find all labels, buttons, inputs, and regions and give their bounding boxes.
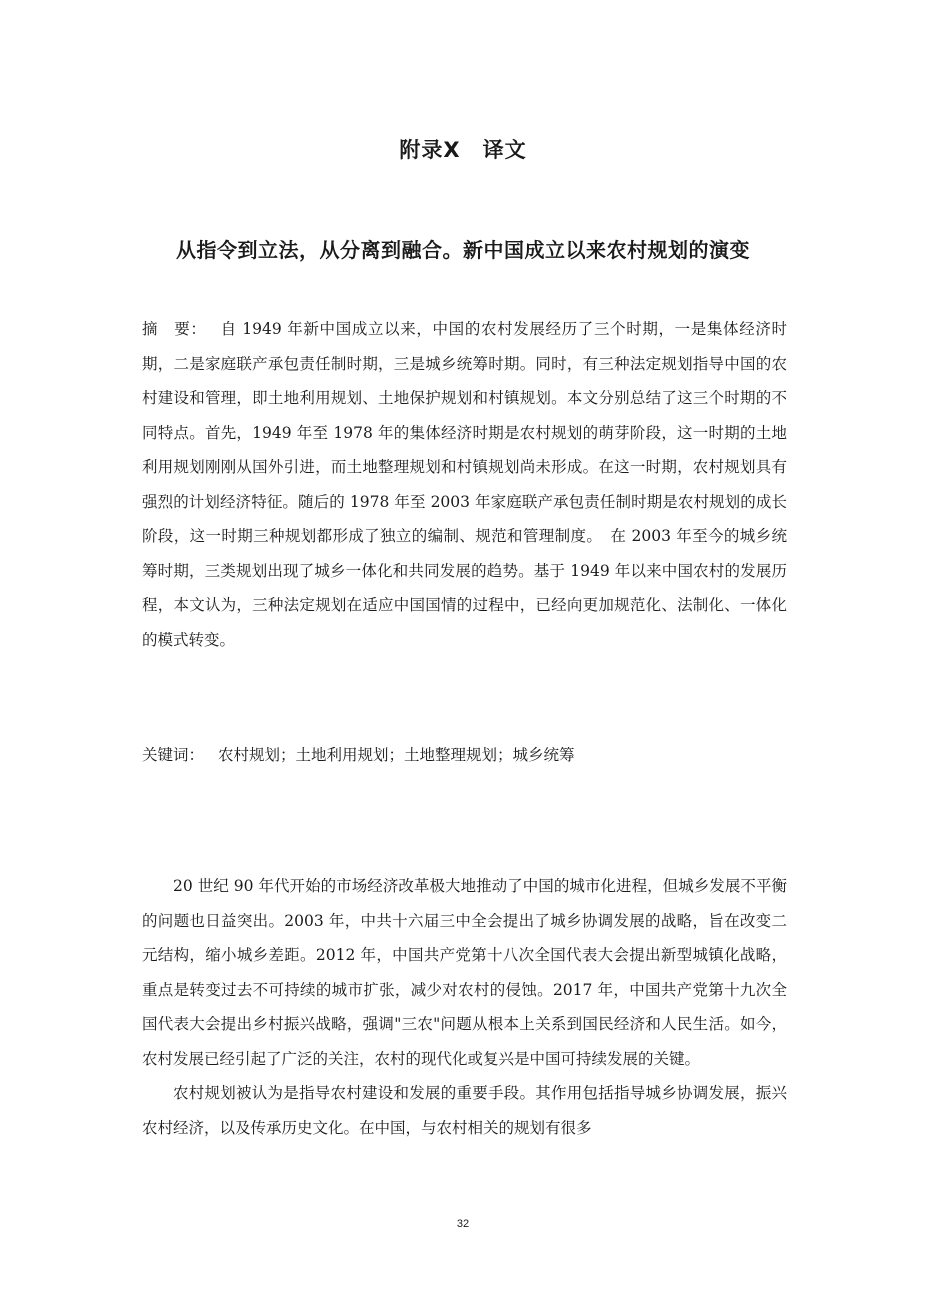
abstract-label: 摘 要： xyxy=(142,320,207,338)
abstract-section xyxy=(142,312,787,657)
keywords-text: 农村规划；土地利用规划；土地整理规划；城乡统筹 xyxy=(218,746,575,764)
intro-paragraph: 20 世纪 90 年代开始的市场经济改革极大地推动了中国的城市化进程，但城乡发展不平衡的问题也日益突出。2003 年，中共十六届三中全会提出了城乡协调发展的战略，旨在改变二元结构，缩小城乡差距。2012 年，中国共产党第十八次全国代表大会提出新型城镇化战略，重点是转变过去不可持续的城市扩张，减少对农村的侵蚀。2017 年，中国共产党第十九次全国代表大会提出乡村振兴战略，强调"三农"问题从根本上关系到国民经济和人民生活。如今，农村发展已经引起了广泛的关注，农村的现代化或复兴是中国可持续发展的关键。 xyxy=(142,877,787,1068)
keywords-section xyxy=(142,738,787,773)
abstract-text: 自 1949 年新中国成立以来，中国的农村发展经历了三个时期，一是集体经济时期，二是家庭联产承包责任制时期，三是城乡统筹时期。同时，有三种法定规划指导中国的农村建设和管理，即土地利用规划、土地保护规划和村镇规划。本文分别总结了这三个时期的不同特点。首先，1949 年至 1978 年的集体经济时期是农村规划的萌芽阶段，这一时期的土地利用规划刚刚从国外引进，而土地整理规划和村镇规划尚未形成。在这一时期，农村规划具有强烈的计划经济特征。随后的 1978 年至 2003 年家庭联产承包责任制时期是农村规划的成长阶段，这一时期三种规划都形成了独立的编制、规范和管理制度。 在 2003 年至今的城乡统筹时期，三类规划出现了城乡一体化和共同发展的趋势。基于 1949 年以来中国农村的发展历程，本文认为，三种法定规划在适应中国国情的过程中，已经向更加规范化、法制化、一体化的模式转变。 xyxy=(142,320,787,649)
page-number: 32 xyxy=(456,1218,470,1230)
intro-section xyxy=(142,869,787,1145)
article-title: 从指令到立法，从分离到融合。新中国成立以来农村规划的演变 xyxy=(176,238,750,262)
intro-paragraph: 农村规划被认为是指导农村建设和发展的重要手段。其作用包括指导城乡协调发展，振兴农村经济，以及传承历史文化。在中国，与农村相关的规划有很多 xyxy=(142,1084,787,1137)
keywords-label: 关键词： xyxy=(142,746,205,764)
appendix-title: 附录X 译文 xyxy=(399,138,527,162)
